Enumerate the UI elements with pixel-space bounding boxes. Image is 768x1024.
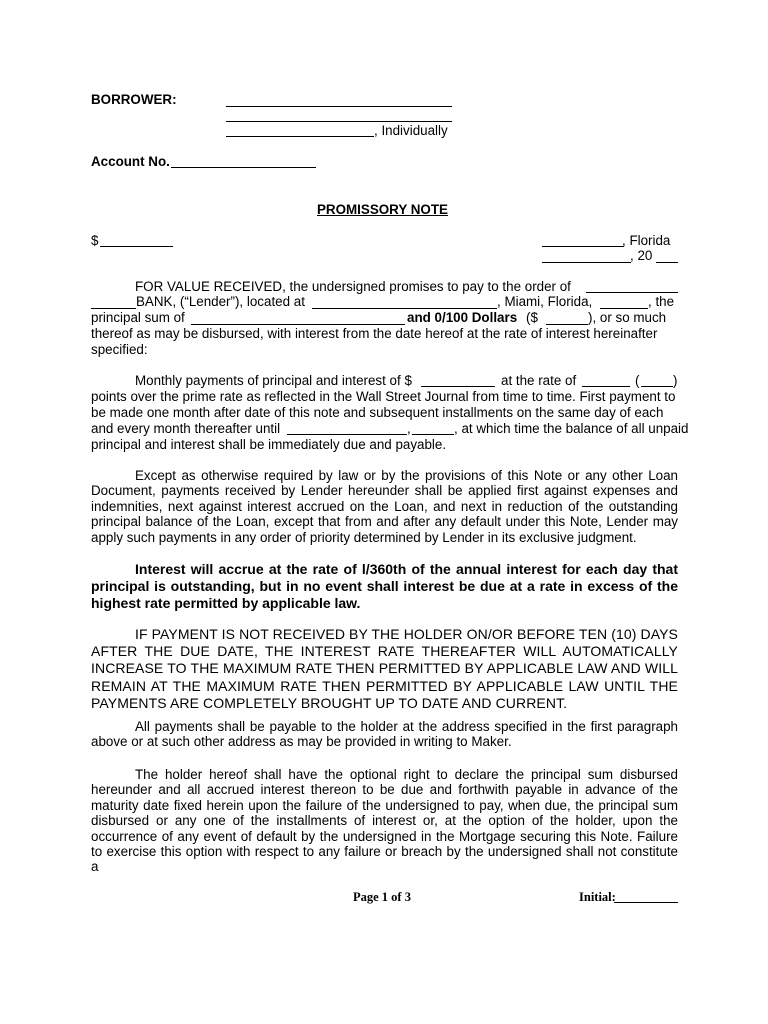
document-title: PROMISSORY NOTE bbox=[317, 202, 448, 217]
paragraph-application-of-payments: Except as otherwise required by law or by the provisions of this Note or any other Loan Document, payments received by Lender hereunder shall be applied first against expenses and indemnities, next against interest accrued on the Loan, and next in reduction of the outstanding principal balance of the Loan, except that from and after any default under this Note, Lender may apply such payments in any order of priority determined by Lender in its exclusive judgment. bbox=[91, 468, 678, 545]
p2-line1a: Monthly payments of principal and interest of $ bbox=[135, 373, 412, 388]
maturity-date-line[interactable] bbox=[287, 434, 407, 435]
p1-line2c: , the bbox=[648, 294, 675, 309]
p2-line1d: ) bbox=[673, 373, 678, 388]
lender-name-line[interactable] bbox=[586, 292, 678, 293]
p1-line1: FOR VALUE RECEIVED, the undersigned promises to pay to the order of bbox=[135, 279, 571, 294]
lender-name-line-cont[interactable] bbox=[91, 308, 136, 309]
borrower-individual-line[interactable] bbox=[226, 136, 374, 137]
p1-line3a: principal sum of bbox=[91, 310, 185, 325]
date-line[interactable] bbox=[542, 262, 631, 263]
p1-line5: specified: bbox=[91, 342, 148, 357]
amount-dollar-sign: $ bbox=[91, 233, 99, 248]
initial-label: Initial: bbox=[579, 890, 616, 904]
p1-line3b: and 0/100 Dollars bbox=[407, 310, 518, 325]
p2-line3: be made one month after date of this note and subsequent installments on the same day of each bbox=[91, 405, 664, 420]
account-number-line[interactable] bbox=[171, 167, 316, 168]
florida-text: , Florida bbox=[622, 233, 671, 248]
principal-words-line[interactable] bbox=[191, 324, 405, 325]
year-line[interactable] bbox=[656, 262, 678, 263]
page-number: Page 1 of 3 bbox=[353, 890, 411, 904]
amount-line[interactable] bbox=[100, 246, 173, 247]
year-prefix: , 20 bbox=[630, 248, 653, 263]
paragraph-acceleration: The holder hereof shall have the optional right to declare the principal sum disbursed hereunder and all accrued interest thereon to be due and forthwith payable in advance of the maturity date fixed herein upon the failure of the undersigned to pay, when due, the principal sum disbursed or any one of the installments of interest or, at the option of the holder, upon the occurrence of any event of default by the undersigned in the Mortgage securing this Note. Failure to exercise this option with respect to any failure or breach by the undersigned shall not constitute a bbox=[91, 767, 678, 875]
city-line[interactable] bbox=[542, 246, 624, 247]
lender-address-line[interactable] bbox=[312, 308, 497, 309]
maturity-year-line[interactable] bbox=[412, 434, 454, 435]
p2-line4a: and every month thereafter until bbox=[91, 421, 281, 436]
rate-number-line[interactable] bbox=[641, 386, 673, 387]
p1-line3c: ($ bbox=[526, 310, 538, 325]
p2-line4b: , bbox=[407, 421, 411, 436]
account-number-label: Account No. bbox=[91, 154, 170, 169]
p1-line3d: ), or so much bbox=[588, 310, 667, 325]
individually-text: , Individually bbox=[374, 123, 448, 138]
monthly-payment-line[interactable] bbox=[421, 386, 495, 387]
rate-words-line[interactable] bbox=[582, 386, 630, 387]
borrower-label: BORROWER: bbox=[91, 92, 177, 107]
borrower-name-line-2[interactable] bbox=[226, 121, 452, 122]
borrower-name-line-1[interactable] bbox=[226, 106, 452, 107]
p2-line5: principal and interest shall be immediately due and payable. bbox=[91, 437, 447, 452]
paragraph-payment-address: All payments shall be payable to the holder at the address specified in the first paragraph above or at such other address as may be provided in writing to Maker. bbox=[91, 719, 678, 750]
paragraph-late-payment: IF PAYMENT IS NOT RECEIVED BY THE HOLDER ON/OR BEFORE TEN (10) DAYS AFTER THE DUE DATE, THE INTEREST RATE THEREAFTER WILL AUTOMATICALLY INCREASE TO THE MAXIMUM RATE THEN PERMITTED BY APPLICABLE LAW AND WILL REMAIN AT THE MAXIMUM RATE THEN PERMITTED BY APPLICABLE LAW UNTIL THE PAYMENTS ARE COMPLETELY BROUGHT UP TO DATE AND CURRENT. bbox=[91, 626, 678, 711]
p2-line2: points over the prime rate as reflected in the Wall Street Journal from time to time. First payment to bbox=[91, 389, 676, 404]
p1-line4: thereof as may be disbursed, with interest from the date hereof at the rate of interest hereinafter bbox=[91, 326, 658, 341]
lender-zip-line[interactable] bbox=[600, 308, 648, 309]
p1-line2b: , Miami, Florida, bbox=[497, 294, 593, 309]
initial-line[interactable] bbox=[614, 902, 678, 903]
p2-line1b: at the rate of bbox=[501, 373, 577, 388]
p2-line4c: , at which time the balance of all unpaid bbox=[454, 421, 689, 436]
paragraph-interest-accrual: Interest will accrue at the rate of l/360th of the annual interest for each day that principal is outstanding, but in no event shall interest be due at a rate in excess of the highest rate permitted by applicable law. bbox=[91, 561, 678, 611]
p1-line2a: BANK, (“Lender”), located at bbox=[136, 294, 305, 309]
principal-number-line[interactable] bbox=[546, 324, 588, 325]
p2-line1c: ( bbox=[635, 373, 640, 388]
